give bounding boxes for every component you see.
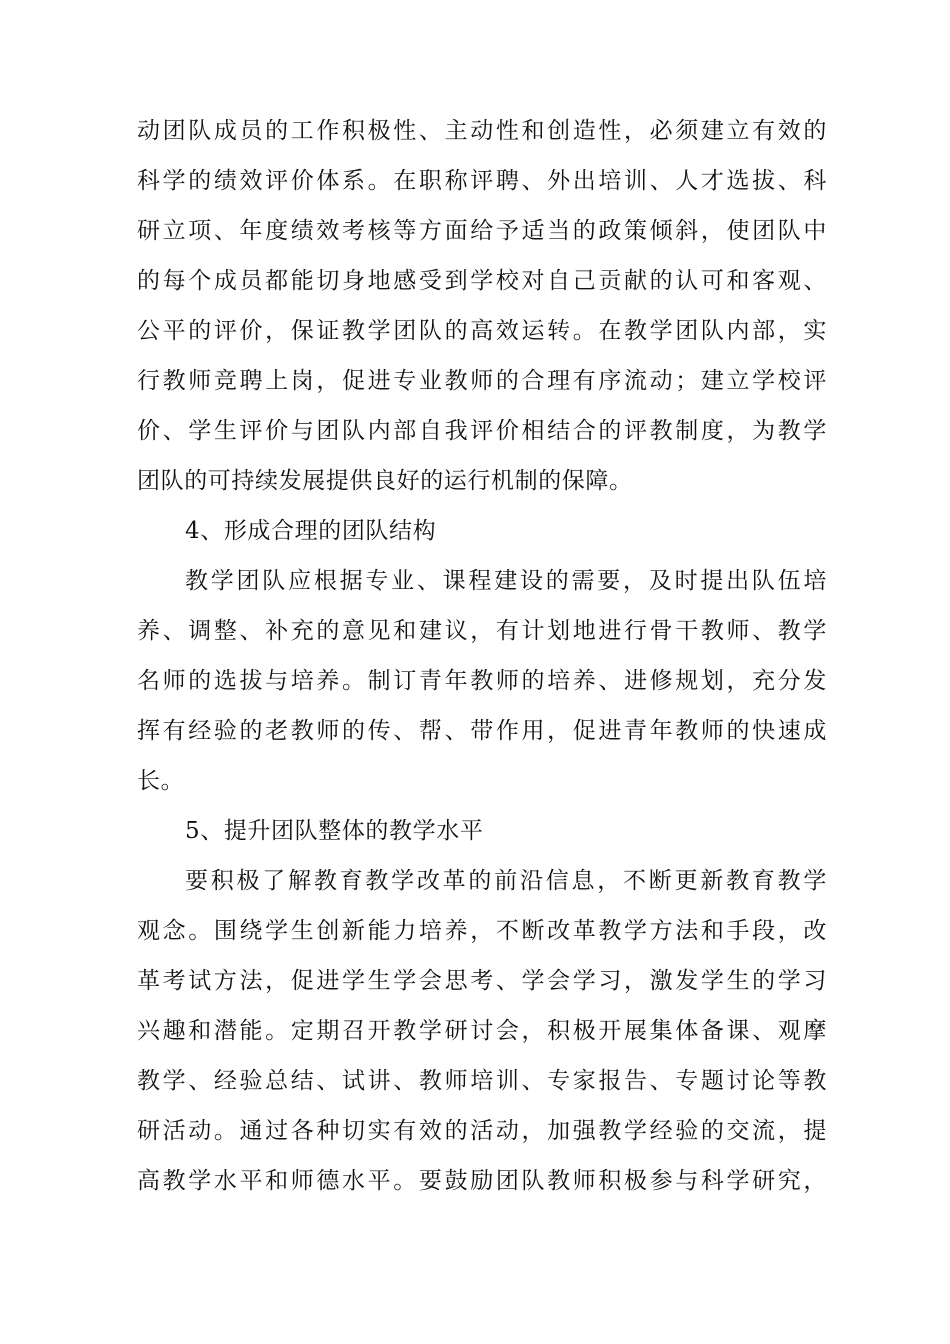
paragraph-line: 要积极了解教育教学改革的前沿信息，不断更新教育教学 — [185, 868, 827, 894]
paragraph-line: 研立项、年度绩效考核等方面给予适当的政策倾斜，使团队中 — [137, 218, 827, 244]
paragraph-line: 公平的评价，保证教学团队的高效运转。在教学团队内部，实 — [137, 318, 827, 344]
paragraph-line: 教学、经验总结、试讲、教师培训、专家报告、专题讨论等教 — [137, 1068, 827, 1094]
paragraph-line: 行教师竞聘上岗，促进专业教师的合理有序流动；建立学校评 — [137, 368, 827, 394]
section-heading: 4、形成合理的团队结构 — [185, 518, 437, 544]
paragraph-line: 团队的可持续发展提供良好的运行机制的保障。 — [137, 468, 633, 494]
paragraph-line: 长。 — [137, 768, 185, 794]
paragraph-line: 的每个成员都能切身地感受到学校对自己贡献的认可和客观、 — [137, 268, 827, 294]
paragraph-line: 研活动。通过各种切实有效的活动，加强教学经验的交流，提 — [137, 1118, 827, 1144]
paragraph-line: 挥有经验的老教师的传、帮、带作用，促进青年教师的快速成 — [137, 718, 827, 744]
paragraph-line: 高教学水平和师德水平。要鼓励团队教师积极参与科学研究， — [137, 1168, 827, 1194]
paragraph-line: 科学的绩效评价体系。在职称评聘、外出培训、人才选拔、科 — [137, 168, 827, 194]
paragraph-line: 养、调整、补充的意见和建议，有计划地进行骨干教师、教学 — [137, 618, 827, 644]
paragraph-line: 动团队成员的工作积极性、主动性和创造性，必须建立有效的 — [137, 118, 827, 144]
paragraph-line: 教学团队应根据专业、课程建设的需要，及时提出队伍培 — [185, 568, 827, 594]
paragraph-line: 价、学生评价与团队内部自我评价相结合的评教制度，为教学 — [137, 418, 827, 444]
paragraph-line: 革考试方法，促进学生学会思考、学会学习，激发学生的学习 — [137, 968, 827, 994]
paragraph-line: 兴趣和潜能。定期召开教学研讨会，积极开展集体备课、观摩 — [137, 1018, 827, 1044]
paragraph-line: 观念。围绕学生创新能力培养，不断改革教学方法和手段，改 — [137, 918, 827, 944]
section-heading: 5、提升团队整体的教学水平 — [185, 818, 484, 844]
paragraph-line: 名师的选拔与培养。制订青年教师的培养、进修规划，充分发 — [137, 668, 827, 694]
